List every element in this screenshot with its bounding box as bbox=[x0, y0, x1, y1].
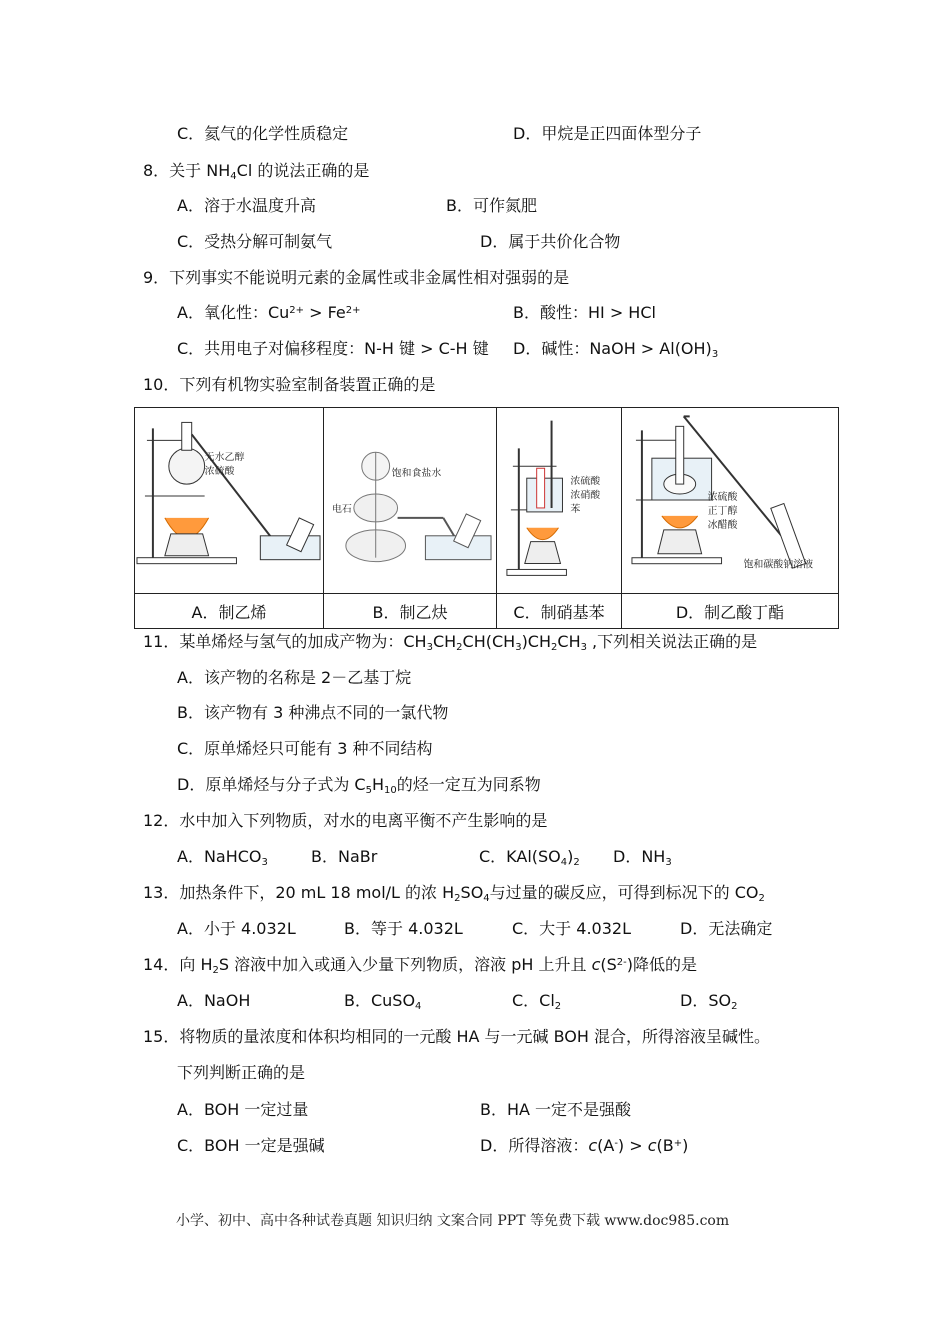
q13-stem: 13．加热条件下，20 mL 18 mol/L 的浓 $H_2SO_4$与过量的碳反应，可得到标况下的 $CO_2$ bbox=[143, 883, 765, 904]
label-benzene: 苯 bbox=[570, 503, 581, 515]
q8-stem: 8．关于 $NH_4Cl$ 的说法正确的是 bbox=[143, 161, 370, 182]
q12-option-a: A．NaHCO$_3$ bbox=[177, 847, 268, 868]
label-n-butanol: 正丁醇 bbox=[707, 505, 738, 517]
butyl-acetate-apparatus-icon bbox=[622, 408, 838, 593]
q11-option-b: B．该产物有 3 种沸点不同的一氯代物 bbox=[177, 703, 449, 722]
q15-option-b: B．HA 一定不是强酸 bbox=[480, 1100, 632, 1119]
q8-option-d: D．属于共价化合物 bbox=[480, 232, 621, 251]
q15-stem-cont: 下列判断正确的是 bbox=[177, 1063, 306, 1082]
q9-option-d: D．碱性：NaOH > $Al(OH)_3$ bbox=[513, 339, 719, 360]
q11-option-d: D．原单烯烃与分子式为 $C_5H_{10}$的烃一定互为同系物 bbox=[177, 775, 541, 796]
footer-text: 小学、初中、高中各种试卷真题 知识归纳 文案合同 PPT 等免费下载 www.doc985.com bbox=[176, 1213, 730, 1229]
q13-option-a: A．小于 4.032L bbox=[177, 919, 296, 938]
q13-option-b: B．等于 4.032L bbox=[344, 919, 463, 938]
q14-option-b: B．CuSO$_4$ bbox=[344, 991, 422, 1012]
label-conc-sulfuric-acid-c: 浓硫酸 bbox=[570, 476, 601, 488]
q11-option-c: C．原单烯烃只可能有 3 种不同结构 bbox=[177, 739, 433, 758]
ethylene-apparatus-icon bbox=[135, 408, 323, 593]
q12-stem: 12．水中加入下列物质，对水的电离平衡不产生影响的是 bbox=[143, 811, 548, 830]
q9-option-b: B．酸性：HI > HCl bbox=[513, 303, 656, 322]
apparatus-b-caption: B．制乙炔 bbox=[324, 594, 497, 629]
apparatus-a-caption: A．制乙烯 bbox=[135, 594, 324, 629]
label-conc-sulfuric-acid-a: 浓硫酸 bbox=[204, 466, 235, 478]
q14-stem: 14．向 $H_2S$ 溶液中加入或通入少量下列物质，溶液 pH 上升且 $c(S^{2-})$降低的是 bbox=[143, 955, 697, 976]
label-anhydrous-ethanol: 无水乙醇 bbox=[204, 452, 245, 464]
q11-stem: 11．某单烯烃与氢气的加成产物为：$CH_3CH_2CH(CH_3)CH_2CH_3$ ,下列相关说法正确的是 bbox=[143, 632, 758, 653]
q14-option-c: C．$Cl_2$ bbox=[512, 991, 562, 1012]
q9-stem: 9．下列事实不能说明元素的金属性或非金属性相对强弱的是 bbox=[143, 268, 570, 287]
q8-option-b: B．可作氮肥 bbox=[446, 196, 537, 215]
label-saturated-brine: 饱和食盐水 bbox=[391, 468, 442, 480]
apparatus-a-figure bbox=[135, 408, 324, 594]
q8-option-c: C．受热分解可制氨气 bbox=[177, 232, 333, 251]
apparatus-d-figure bbox=[622, 408, 839, 594]
label-glacial-acetic-acid: 冰醋酸 bbox=[707, 519, 738, 531]
q12-option-d: D．$NH_3$ bbox=[613, 847, 672, 868]
label-conc-sulfuric-acid-d: 浓硫酸 bbox=[707, 492, 738, 504]
apparatus-b-figure bbox=[324, 408, 497, 594]
label-sat-sodium-carbonate: 饱和碳酸钠溶液 bbox=[743, 559, 814, 571]
q11-option-a: A．该产物的名称是 2－乙基丁烷 bbox=[177, 668, 412, 687]
acetylene-apparatus-icon bbox=[324, 408, 496, 593]
apparatus-table bbox=[134, 407, 839, 629]
label-calcium-carbide: 电石 bbox=[331, 503, 352, 515]
q9-option-c: C．共用电子对偏移程度：N-H 键 > C-H 键 bbox=[177, 339, 489, 358]
q12-option-c: C．$KAl(SO_4)_2$ bbox=[479, 847, 580, 868]
apparatus-d-caption: D．制乙酸丁酯 bbox=[622, 594, 839, 629]
q15-stem: 15．将物质的量浓度和体积均相同的一元酸 HA 与一元碱 BOH 混合，所得溶液呈碱性。 bbox=[143, 1027, 771, 1046]
q7-option-d: D．甲烷是正四面体型分子 bbox=[513, 124, 702, 143]
q13-option-d: D．无法确定 bbox=[680, 919, 773, 938]
nitrobenzene-apparatus-icon bbox=[497, 408, 621, 593]
label-conc-nitric-acid: 浓硝酸 bbox=[570, 490, 601, 502]
q15-option-d: D．所得溶液：c(A-) > c(B+) bbox=[480, 1136, 689, 1155]
q14-option-d: D．$SO_2$ bbox=[680, 991, 738, 1012]
apparatus-c-caption: C．制硝基苯 bbox=[497, 594, 622, 629]
q15-option-a: A．BOH 一定过量 bbox=[177, 1100, 309, 1119]
q13-option-c: C．大于 4.032L bbox=[512, 919, 631, 938]
apparatus-c-figure bbox=[497, 408, 622, 594]
q10-stem: 10．下列有机物实验室制备装置正确的是 bbox=[143, 375, 436, 394]
q8-option-a: A．溶于水温度升高 bbox=[177, 196, 316, 215]
q7-option-c: C．氦气的化学性质稳定 bbox=[177, 124, 349, 143]
q9-option-a: A．氧化性：$Cu^{2+} > Fe^{2+}$ bbox=[177, 303, 361, 322]
q12-option-b: B．NaBr bbox=[311, 847, 378, 866]
q14-option-a: A．NaOH bbox=[177, 991, 251, 1010]
q15-option-c: C．BOH 一定是强碱 bbox=[177, 1136, 325, 1155]
